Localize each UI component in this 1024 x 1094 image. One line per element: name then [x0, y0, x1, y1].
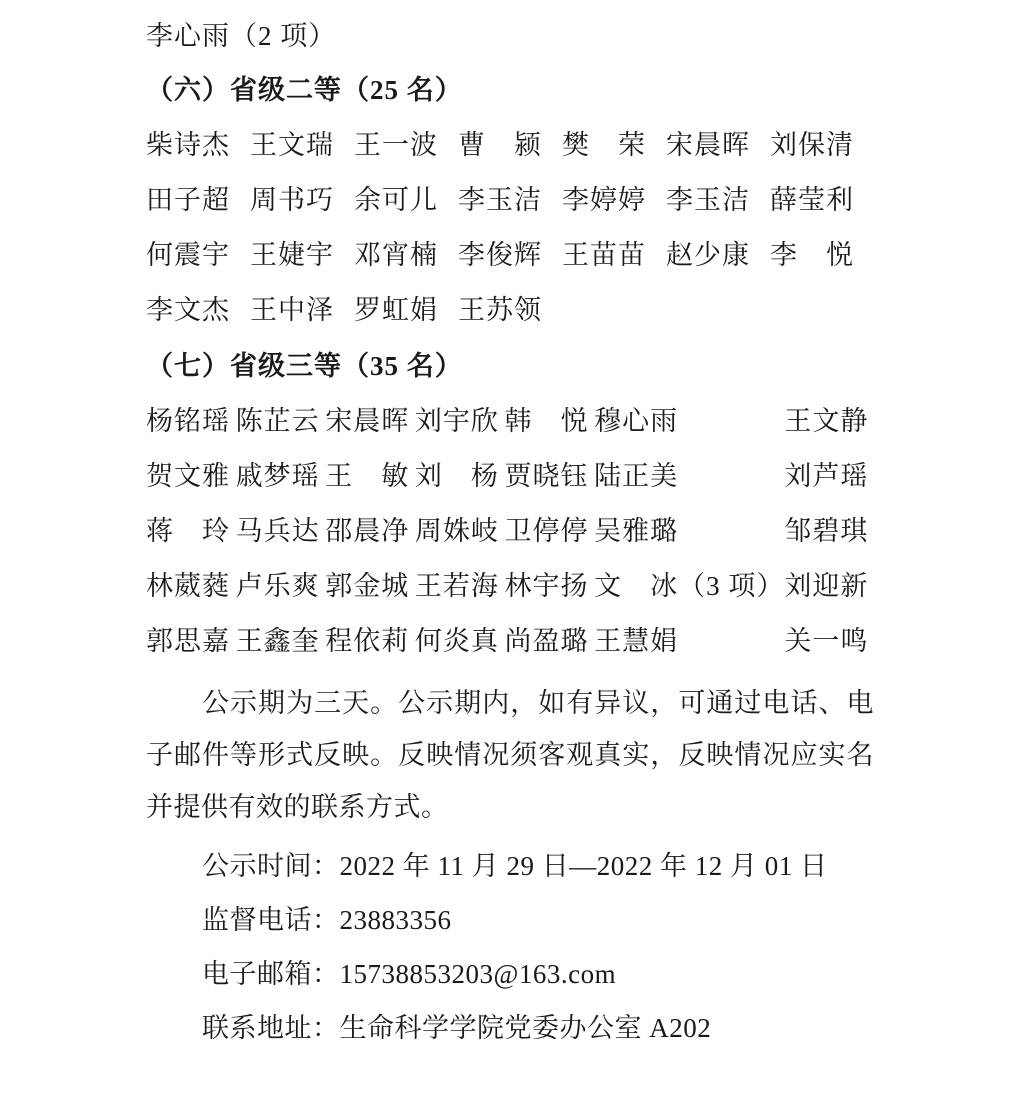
name-item: 刘 杨 [414, 461, 499, 491]
name-item: 李玉洁 [666, 185, 750, 215]
name-item: 余可儿 [354, 185, 438, 215]
name-item: 柴诗杰 [146, 130, 230, 160]
name-item: 郭金城 [325, 571, 410, 601]
name-item: 林葳蕤 [146, 571, 230, 601]
notice-paragraph: 公示期为三天。公示期内，如有异议，可通过电话、电子邮件等形式反映。反映情况须客观真实，反映情况应实名并提供有效的联系方式。 [146, 688, 874, 822]
contact-info-block [146, 839, 874, 1055]
name-item: 王文静 [784, 406, 869, 436]
name-item: 戚梦瑶 [235, 461, 320, 491]
name-item: 尚盈璐 [504, 626, 589, 656]
name-item: 林宇扬 [504, 571, 589, 601]
name-item: 王苗苗 [562, 240, 646, 270]
name-item: 蒋 玲 [146, 516, 230, 546]
section-heading-provincial-third: （七）省级三等（35 名） [146, 351, 463, 381]
name-item: 周姝岐 [414, 516, 499, 546]
name-item: 樊 荣 [562, 130, 646, 160]
name-item: 王一波 [354, 130, 438, 160]
name-item: 刘迎新 [784, 571, 869, 601]
name-item: 田子超 [146, 185, 230, 215]
supervision-phone-line: 监督电话：23883356 [202, 905, 452, 935]
name-list-provincial-third [146, 394, 874, 669]
name-item: 薛莹利 [770, 185, 854, 215]
email-line: 电子邮箱：15738853203@163.com [202, 959, 617, 989]
name-item: 王苏领 [458, 295, 542, 325]
name-item: 杨铭瑶 [146, 406, 230, 436]
section-heading-provincial-second: （六）省级二等（25 名） [146, 75, 463, 105]
name-item: 李婷婷 [562, 185, 646, 215]
name-item: 赵少康 [666, 240, 750, 270]
name-item: 陈芷云 [235, 406, 320, 436]
name-item: 邵晨净 [325, 516, 410, 546]
address-line: 联系地址：生命科学学院党委办公室 A202 [202, 1013, 712, 1043]
name-item: 贺文雅 [146, 461, 230, 491]
name-item: 邓宵楠 [354, 240, 438, 270]
name-item: 程依莉 [325, 626, 410, 656]
name-item: 文 冰（3 项） [594, 571, 785, 601]
name-item: 李俊辉 [458, 240, 542, 270]
name-item: 穆心雨 [594, 406, 679, 436]
name-item: 王若海 [414, 571, 499, 601]
name-item: 李玉洁 [458, 185, 542, 215]
name-item: 卢乐爽 [235, 571, 320, 601]
name-item: 王文瑞 [250, 130, 334, 160]
name-item: 王慧娟 [594, 626, 679, 656]
name-item: 宋晨晖 [325, 406, 410, 436]
name-item: 罗虹娟 [354, 295, 438, 325]
name-item: 吴雅璐 [594, 516, 679, 546]
name-item: 韩 悦 [504, 406, 589, 436]
name-item: 邹碧琪 [784, 516, 869, 546]
name-item: 王鑫奎 [235, 626, 320, 656]
name-item: 贾晓钰 [504, 461, 589, 491]
name-item: 何震宇 [146, 240, 230, 270]
name-item: 郭思嘉 [146, 626, 230, 656]
name-item: 曹 颍 [458, 130, 542, 160]
name-item: 周书巧 [250, 185, 334, 215]
name-item: 王 敏 [325, 461, 410, 491]
name-item: 卫停停 [504, 516, 589, 546]
name-item: 李 悦 [770, 240, 854, 270]
name-item: 李文杰 [146, 295, 230, 325]
name-item: 陆正美 [594, 461, 679, 491]
name-item: 关一鸣 [784, 626, 869, 656]
name-item: 刘保清 [770, 130, 854, 160]
publicity-period-line: 公示时间：2022 年 11 月 29 日—2022 年 12 月 01 日 [202, 851, 828, 881]
name-item: 宋晨晖 [666, 130, 750, 160]
continued-name-line: 李心雨（2 项） [146, 21, 337, 51]
name-item: 王中泽 [250, 295, 334, 325]
name-item: 王婕宇 [250, 240, 334, 270]
name-item: 马兵达 [235, 516, 320, 546]
name-item: 刘宇欣 [414, 406, 499, 436]
name-item: 刘芦瑶 [784, 461, 869, 491]
name-item: 何炎真 [414, 626, 499, 656]
name-list-provincial-second [146, 118, 874, 338]
